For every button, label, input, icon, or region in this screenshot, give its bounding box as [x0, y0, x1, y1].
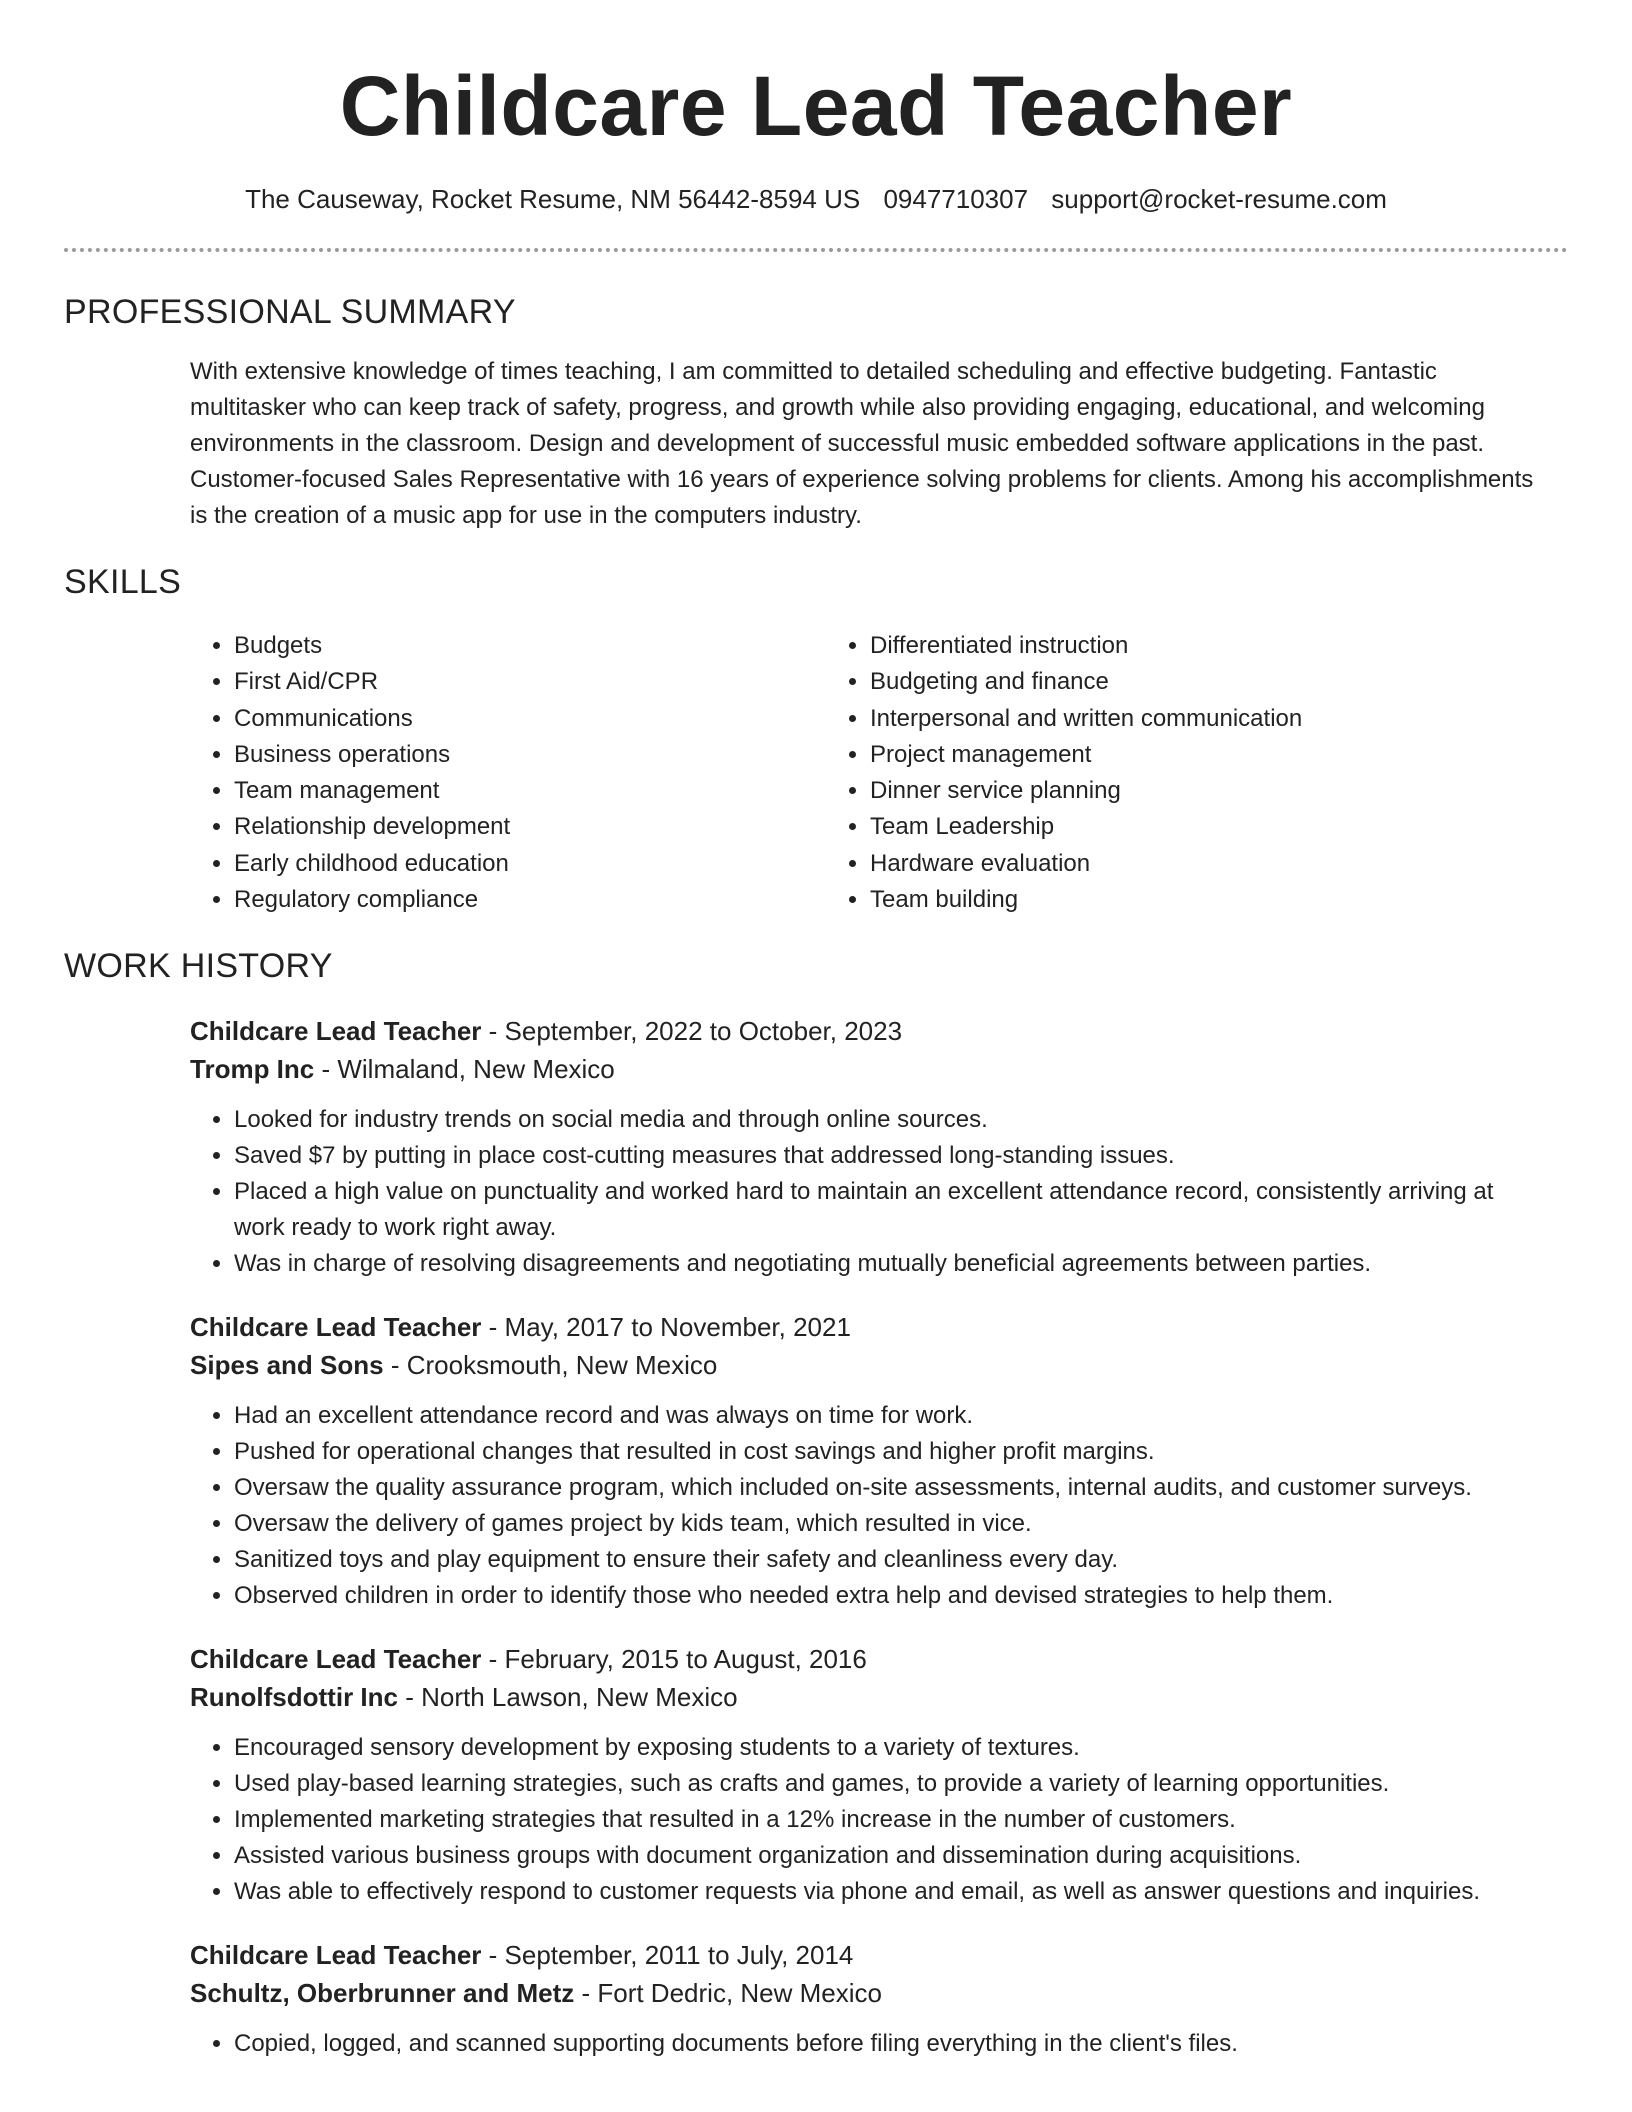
job-dates: February, 2015 to August, 2016 [504, 1644, 867, 1675]
job-entry [190, 1640, 1568, 1910]
job-bullet: • Used play-based learning strategies, such as crafts and games, to provide a variety of learning opportunities. [234, 1766, 1544, 1802]
job-role: Childcare Lead Teacher [190, 1016, 482, 1047]
contact-email: support@rocket-resume.com [1051, 184, 1387, 214]
skill-item: • First Aid/CPR [234, 664, 826, 700]
skill-item: • Interpersonal and written communication [870, 701, 1462, 737]
job-entry [190, 1012, 1568, 1282]
job-company-line: Tromp Inc - Wilmaland, New Mexico [190, 1054, 615, 1085]
job-bullet: • Was able to effectively respond to customer requests via phone and email, as well as answer questions and inquiries. [234, 1874, 1544, 1910]
job-bullets [190, 1102, 1544, 1282]
job-company-line: Schultz, Oberbrunner and Metz - Fort Dedric, New Mexico [190, 1978, 882, 2009]
job-company: Tromp Inc [190, 1054, 315, 1085]
skill-item: • Hardware evaluation [870, 846, 1462, 882]
job-dates: September, 2011 to July, 2014 [504, 1940, 854, 1971]
job-role: Childcare Lead Teacher [190, 1644, 482, 1675]
skill-item: • Early childhood education [234, 846, 826, 882]
skill-item: • Budgeting and finance [870, 664, 1462, 700]
job-role-line: Childcare Lead Teacher - September, 2022 to October, 2023 [190, 1016, 903, 1047]
skill-item: • Relationship development [234, 809, 826, 845]
job-bullet: • Was in charge of resolving disagreements and negotiating mutually beneficial agreements between parties. [234, 1246, 1544, 1282]
job-role: Childcare Lead Teacher [190, 1312, 482, 1343]
skill-item: • Regulatory compliance [234, 882, 826, 918]
skills-list [190, 628, 1568, 918]
job-bullet: • Observed children in order to identify those who needed extra help and devised strategies to help them. [234, 1578, 1544, 1614]
job-bullet: • Placed a high value on punctuality and worked hard to maintain an excellent attendance record, consistently arriving at work ready to work right away. [234, 1174, 1544, 1246]
job-bullets [190, 1398, 1544, 1614]
job-bullet: • Had an excellent attendance record and was always on time for work. [234, 1398, 1544, 1434]
skill-item: • Differentiated instruction [870, 628, 1462, 664]
job-entry [190, 1936, 1568, 2062]
skill-item: • Communications [234, 701, 826, 737]
job-dates: May, 2017 to November, 2021 [504, 1312, 851, 1343]
work-history-heading: WORK HISTORY [64, 947, 333, 986]
job-location: Crooksmouth, New Mexico [406, 1350, 718, 1381]
job-bullet: • Oversaw the delivery of games project by kids team, which resulted in vice. [234, 1506, 1544, 1542]
job-entry [190, 1308, 1568, 1614]
contact-phone: 0947710307 [883, 184, 1029, 214]
candidate-name: Childcare Lead Teacher [339, 59, 1293, 153]
summary-heading: PROFESSIONAL SUMMARY [64, 293, 516, 331]
skill-item: • Team building [870, 882, 1462, 918]
skill-item: • Team Leadership [870, 809, 1462, 845]
job-role-line: Childcare Lead Teacher - February, 2015 to August, 2016 [190, 1644, 867, 1675]
job-role: Childcare Lead Teacher [190, 1940, 482, 1971]
job-company-line: Sipes and Sons - Crooksmouth, New Mexico [190, 1350, 718, 1381]
skill-item: • Team management [234, 773, 826, 809]
skill-item: • Project management [870, 737, 1462, 773]
job-company: Sipes and Sons [190, 1350, 384, 1381]
skills-column-right [826, 628, 1462, 918]
skills-column-left [190, 628, 826, 918]
skill-item: • Dinner service planning [870, 773, 1462, 809]
skills-heading: SKILLS [64, 563, 182, 601]
job-location: Wilmaland, New Mexico [337, 1054, 615, 1085]
job-bullets [190, 2026, 1544, 2062]
job-dates: September, 2022 to October, 2023 [504, 1016, 903, 1047]
job-bullet: • Saved $7 by putting in place cost-cutting measures that addressed long-standing issues. [234, 1138, 1544, 1174]
header-divider [64, 248, 1568, 252]
job-bullet: • Implemented marketing strategies that resulted in a 12% increase in the number of customers. [234, 1802, 1544, 1838]
job-company: Schultz, Oberbrunner and Metz [190, 1978, 575, 2009]
job-bullets [190, 1730, 1544, 1910]
skill-item: • Budgets [234, 628, 826, 664]
job-company-line: Runolfsdottir Inc - North Lawson, New Mexico [190, 1682, 738, 1713]
job-bullet: • Encouraged sensory development by exposing students to a variety of textures. [234, 1730, 1544, 1766]
job-role-line: Childcare Lead Teacher - September, 2011 to July, 2014 [190, 1940, 854, 1971]
job-bullet: • Sanitized toys and play equipment to ensure their safety and cleanliness every day. [234, 1542, 1544, 1578]
job-location: Fort Dedric, New Mexico [597, 1978, 882, 2009]
job-bullet: • Pushed for operational changes that resulted in cost savings and higher profit margins. [234, 1434, 1544, 1470]
skill-item: • Business operations [234, 737, 826, 773]
summary-text: With extensive knowledge of times teaching, I am committed to detailed scheduling and effective budgeting. Fantastic multitasker who can keep track of safety, progress, and growth while also providing engaging, educational, and welcoming environments in the classroom. Design and development of successful music embedded software applications in the past. Customer-focused Sales Representative with 16 years of experience solving problems for clients. Among his accomplishments is the creation of a music app for use in the computers industry. [190, 358, 1534, 529]
job-bullet: • Looked for industry trends on social media and through online sources. [234, 1102, 1544, 1138]
job-location: North Lawson, New Mexico [421, 1682, 738, 1713]
job-bullet: • Oversaw the quality assurance program, which included on-site assessments, internal audits, and customer surveys. [234, 1470, 1544, 1506]
job-bullet: • Copied, logged, and scanned supporting documents before filing everything in the client's files. [234, 2026, 1544, 2062]
contact-address: The Causeway, Rocket Resume, NM 56442-8594 US [245, 184, 861, 214]
job-role-line: Childcare Lead Teacher - May, 2017 to November, 2021 [190, 1312, 851, 1343]
contact-line [64, 182, 1568, 216]
job-bullet: • Assisted various business groups with document organization and dissemination during acquisitions. [234, 1838, 1544, 1874]
job-company: Runolfsdottir Inc [190, 1682, 398, 1713]
